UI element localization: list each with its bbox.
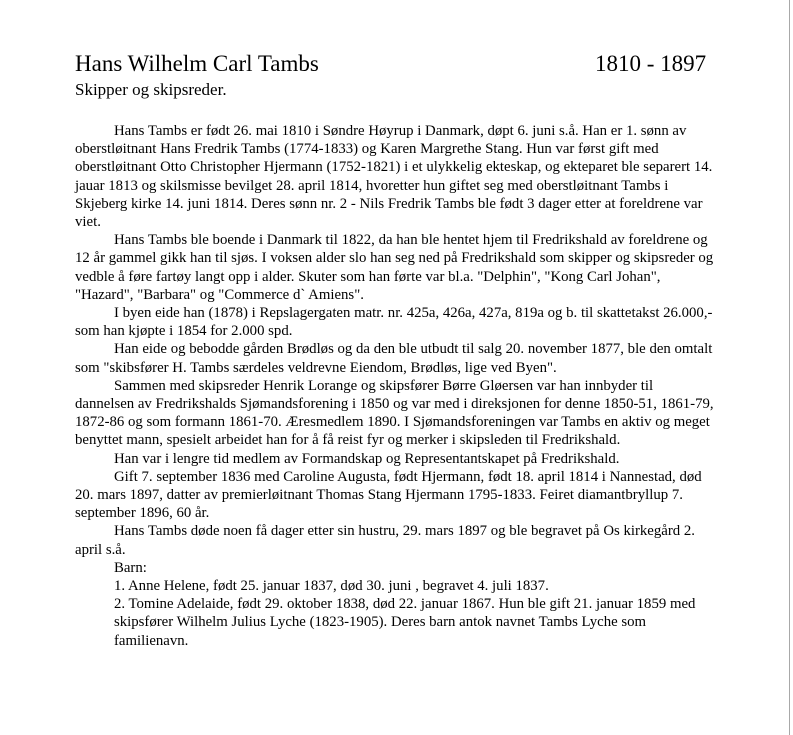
title-row xyxy=(75,50,715,78)
life-years: 1810 - 1897 xyxy=(595,51,707,76)
page-edge-line xyxy=(789,0,790,735)
paragraph-marriage: Gift 7. september 1836 med Caroline Augusta, født Hjermann, født 18. april 1814 i Nannestad, død 20. mars 1897, datter av premierløitnant Thomas Stang Hjermann 1795-1833. Feiret diamantbryllup 7. september 1896, 60 år. xyxy=(75,468,702,522)
paragraph-property: I byen eide han (1878) i Repslagergaten matr. nr. 425a, 426a, 427a, 819a og b. til skattetakst 26.000,- som han kjøpte i 1854 for 2.000 spd. xyxy=(75,305,713,340)
child-item: 2. Tomine Adelaide, født 29. oktober 1838, død 22. januar 1867. Hun ble gift 21. januar 1859 med skipsfører Wilhelm Julius Lyche (1823-1905). Deres barn antok navnet Tambs Lyche som familienavn. xyxy=(114,596,696,649)
paragraph-career: Hans Tambs ble boende i Danmark til 1822, da han ble hentet hjem til Fredrikshald av foreldrene og 12 år gammel gikk han til sjøs. I voksen alder slo han seg ned på Fredrikshald som skipper og skipsreder og vedble å føre fartøy langt opp i alder. Skuter som han førte var bl.a. "Delphin", "Kong Carl Johan", "Hazard", "Barbara" og "Commerce d` Amiens". xyxy=(75,232,714,303)
paragraph-farm: Han eide og bebodde gården Brødløs og da den ble utbudt til salg 20. november 1877, ble den omtalt som "skibsfører H. Tambs særdeles veldrevne Eiendom, Brødløs, lige ved Byen". xyxy=(75,341,713,376)
paragraph-seamen-society: Sammen med skipsreder Henrik Lorange og skipsfører Børre Gløersen var han innbyder til dannelsen av Fredrikshalds Sjømandsforening i 1850 og var med i direksjonen for denne 1850-51, 1861-79, 1872-86 og som formann 1861-70. Æresmedlem 1890. I Sjømandsforeningen var Tambs en aktiv og meget benyttet mann, spesielt arbeidet han for å få reist fyr og merker i skipsleden til Fredrikshald. xyxy=(75,377,714,449)
document-page xyxy=(75,50,715,650)
children-heading: Barn: xyxy=(114,559,147,576)
paragraph-death: Hans Tambs døde noen få dager etter sin hustru, 29. mars 1897 og ble begravet på Os kirkegård 2. april s.å. xyxy=(75,523,695,558)
paragraph-birth: Hans Tambs er født 26. mai 1810 i Søndre Høyrup i Danmark, døpt 6. juni s.å. Han er 1. sønn av oberstløitnant Hans Fredrik Tambs (1774-1833) og Karen Margrethe Stang. Hun var først gift med oberstløitnant Otto Christopher Hjermann (1752-1821) i et ulykkelig ekteskap, og ekteparet ble separert 14. jauar 1813 og skilsmisse bevilget 28. april 1814, hvoretter hun giftet seg med oberstløitnant Tambs i Skjeberg kirke 14. juni 1814. Deres sønn nr. 2 - Nils Fredrik Tambs ble født 3 dager etter at foreldrene var viet. xyxy=(75,123,713,231)
biography-body xyxy=(75,122,715,650)
occupation-subtitle: Skipper og skipsreder. xyxy=(75,80,227,99)
paragraph-council: Han var i lengre tid medlem av Formandskap og Representantskapet på Fredrikshald. xyxy=(114,450,620,467)
child-item: 1. Anne Helene, født 25. januar 1837, død 30. juni , begravet 4. juli 1837. xyxy=(114,578,549,595)
person-name: Hans Wilhelm Carl Tambs xyxy=(75,51,319,76)
